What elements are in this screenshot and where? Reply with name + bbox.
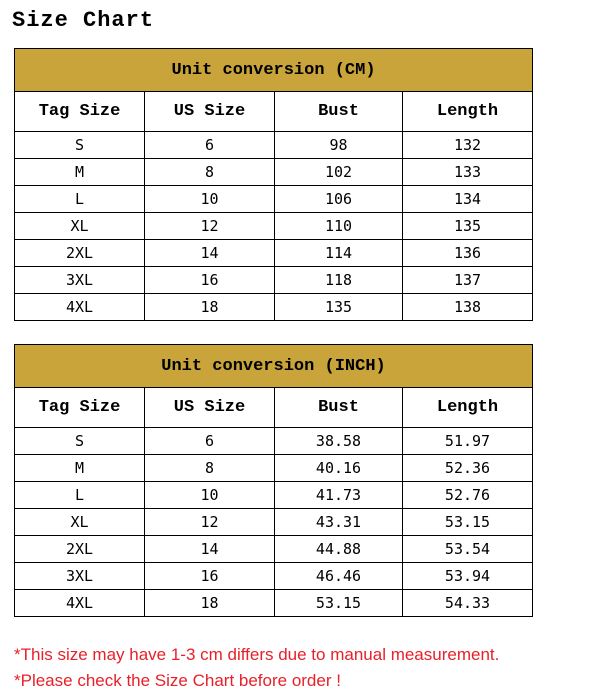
table-cell: 44.88 (275, 536, 403, 563)
table-row (15, 186, 533, 213)
table-cell: S (15, 132, 145, 159)
table-caption: Unit conversion (INCH) (15, 345, 533, 388)
table-cell: 132 (403, 132, 533, 159)
table-cell: 53.94 (403, 563, 533, 590)
column-header-bust: Bust (275, 388, 403, 428)
table-cell: 135 (403, 213, 533, 240)
note-check-chart: *Please check the Size Chart before order ! (14, 671, 341, 690)
table-row (15, 159, 533, 186)
table-cell: 43.31 (275, 509, 403, 536)
table-cell: 3XL (15, 563, 145, 590)
table-cell: 46.46 (275, 563, 403, 590)
table-cell: XL (15, 509, 145, 536)
notes (14, 642, 499, 694)
table-cell: 18 (145, 294, 275, 321)
size-table-cm (14, 48, 533, 321)
table-row (15, 563, 533, 590)
note-measurement: *This size may have 1-3 cm differs due to manual measurement. (14, 645, 500, 664)
column-header-length: Length (403, 92, 533, 132)
table-cell: 3XL (15, 267, 145, 294)
column-header-us-size: US Size (145, 388, 275, 428)
table-row (15, 509, 533, 536)
table-cell: 40.16 (275, 455, 403, 482)
size-table-inch (14, 344, 533, 617)
table-cell: 12 (145, 509, 275, 536)
table-cell: 16 (145, 267, 275, 294)
table-cell: 114 (275, 240, 403, 267)
table-cell: 8 (145, 159, 275, 186)
table-cell: 133 (403, 159, 533, 186)
table-cell: 137 (403, 267, 533, 294)
table-row (15, 294, 533, 321)
table-row (15, 536, 533, 563)
table-cell: 2XL (15, 240, 145, 267)
table-cell: 138 (403, 294, 533, 321)
table-cell: L (15, 186, 145, 213)
table-cell: 10 (145, 186, 275, 213)
table-cell: 110 (275, 213, 403, 240)
table-cell: 53.54 (403, 536, 533, 563)
table-cell: 2XL (15, 536, 145, 563)
table-cell: 106 (275, 186, 403, 213)
column-header-length: Length (403, 388, 533, 428)
table-cell: 12 (145, 213, 275, 240)
column-header-tag-size: Tag Size (15, 388, 145, 428)
column-header-bust: Bust (275, 92, 403, 132)
column-header-us-size: US Size (145, 92, 275, 132)
table-cell: 51.97 (403, 428, 533, 455)
table-cell: 10 (145, 482, 275, 509)
table-cell: 18 (145, 590, 275, 617)
table-cell: 102 (275, 159, 403, 186)
table-cell: 98 (275, 132, 403, 159)
table-cell: 14 (145, 240, 275, 267)
table-cell: 6 (145, 132, 275, 159)
table-row (15, 590, 533, 617)
table-row (15, 240, 533, 267)
table-cell: 8 (145, 455, 275, 482)
table-row (15, 213, 533, 240)
table-cell: 53.15 (275, 590, 403, 617)
table-cell: 14 (145, 536, 275, 563)
table-row (15, 132, 533, 159)
table-cell: L (15, 482, 145, 509)
table-cell: 52.36 (403, 455, 533, 482)
table-row (15, 428, 533, 455)
table-cell: M (15, 455, 145, 482)
table-cell: 6 (145, 428, 275, 455)
table-row (15, 482, 533, 509)
table-caption: Unit conversion (CM) (15, 49, 533, 92)
table-row (15, 267, 533, 294)
table-cell: 4XL (15, 294, 145, 321)
table-cell: 38.58 (275, 428, 403, 455)
table-cell: 53.15 (403, 509, 533, 536)
table-cell: 135 (275, 294, 403, 321)
column-header-tag-size: Tag Size (15, 92, 145, 132)
table-cell: 134 (403, 186, 533, 213)
table-cell: 4XL (15, 590, 145, 617)
table-row (15, 455, 533, 482)
table-cell: M (15, 159, 145, 186)
table-cell: S (15, 428, 145, 455)
table-cell: 16 (145, 563, 275, 590)
table-cell: 54.33 (403, 590, 533, 617)
table-cell: 41.73 (275, 482, 403, 509)
table-cell: 52.76 (403, 482, 533, 509)
table-cell: 136 (403, 240, 533, 267)
table-cell: XL (15, 213, 145, 240)
table-cell: 118 (275, 267, 403, 294)
page-title: Size Chart (12, 8, 155, 33)
